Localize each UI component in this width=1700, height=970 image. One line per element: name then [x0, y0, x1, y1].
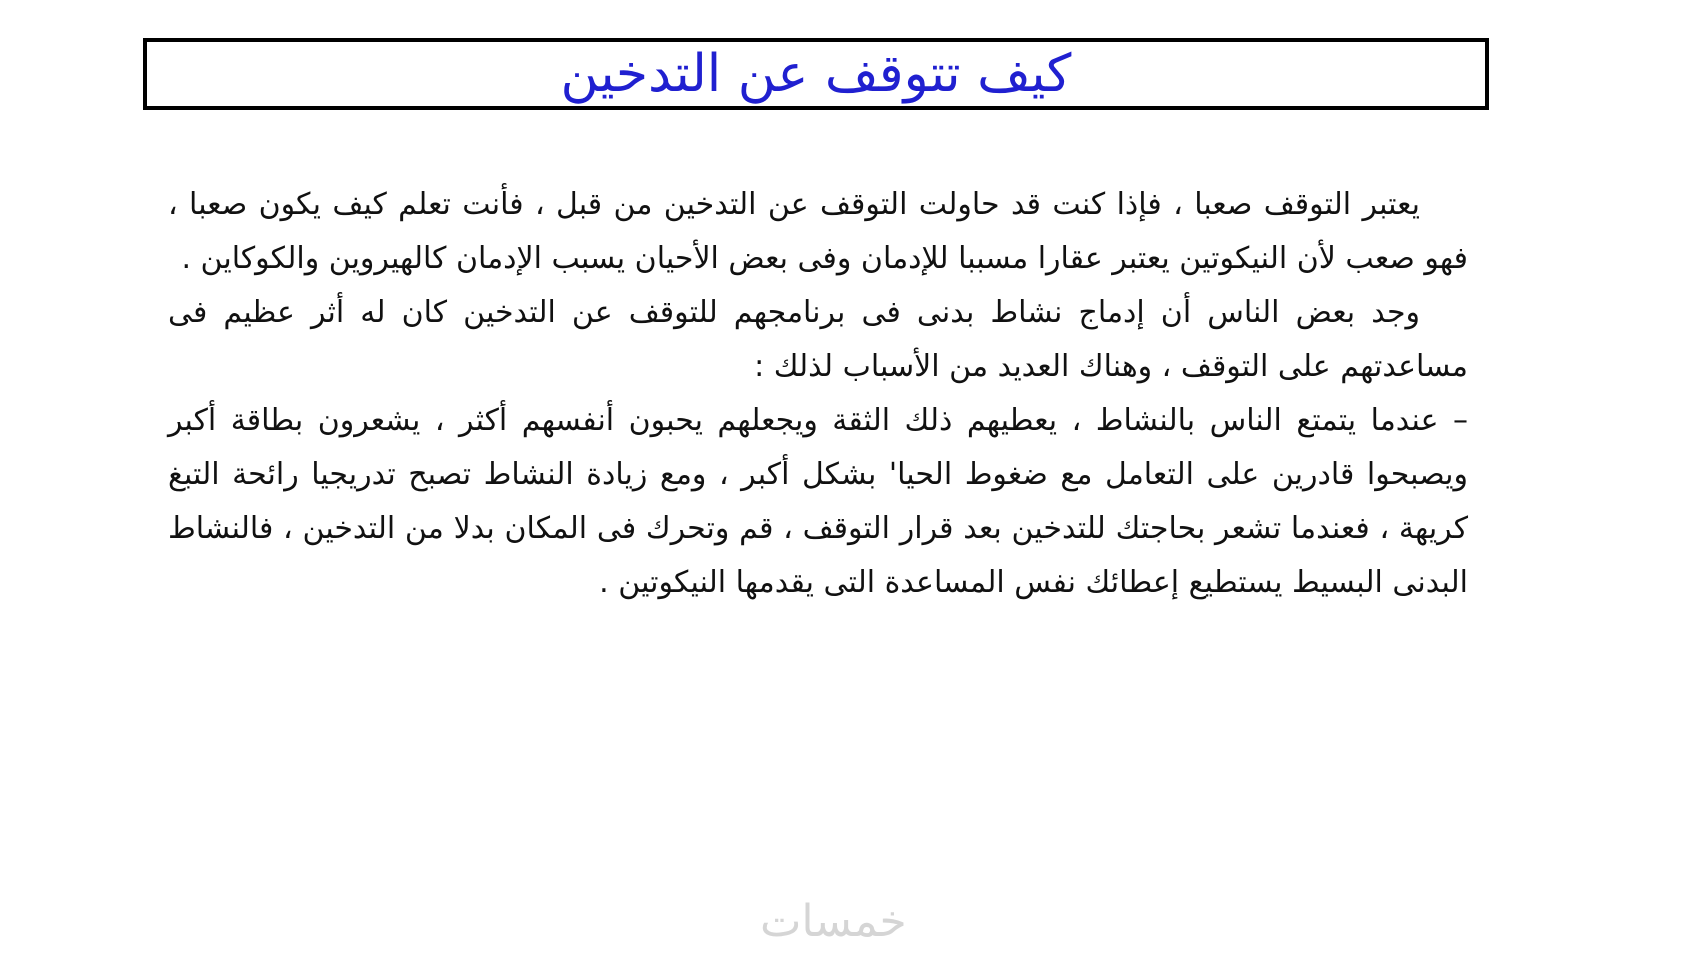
watermark-logo: خمسات: [760, 896, 907, 947]
title-box: [143, 38, 1489, 110]
paragraph-activity: وجد بعض الناس أن إدماج نشاط بدنى فى برنامجهم للتوقف عن التدخين كان له أثر عظيم فى مساعدتهم على التوقف ، وهناك العديد من الأسباب لذلك :: [168, 295, 1468, 384]
paragraph-intro: يعتبر التوقف صعبا ، فإذا كنت قد حاولت التوقف عن التدخين من قبل ، فأنت تعلم كيف يكون صعبا ، فهو صعب لأن النيكوتين يعتبر عقارا مسببا للإدمان وفى بعض الأحيان يسبب الإدمان كالهيروين والكوكاين .: [168, 187, 1468, 276]
page-title: كيف تتوقف عن التدخين: [560, 44, 1072, 104]
article-body: [168, 178, 1468, 610]
paragraph-reasons: – عندما يتمتع الناس بالنشاط ، يعطيهم ذلك الثقة ويجعلهم يحبون أنفسهم أكثر ، يشعرون بطاقة أكبر ويصبحوا قادرين على التعامل مع ضغوط الحيا' بشكل أكبر ، ومع زيادة النشاط تصبح تدريجيا رائحة التبغ كريهة ، فعندما تشعر بحاجتك للتدخين بعد قرار التوقف ، قم وتحرك فى المكان بدلا من التدخين ، فالنشاط البدنى البسيط يستطيع إعطائك نفس المساعدة التى يقدمها النيكوتين .: [168, 403, 1468, 600]
